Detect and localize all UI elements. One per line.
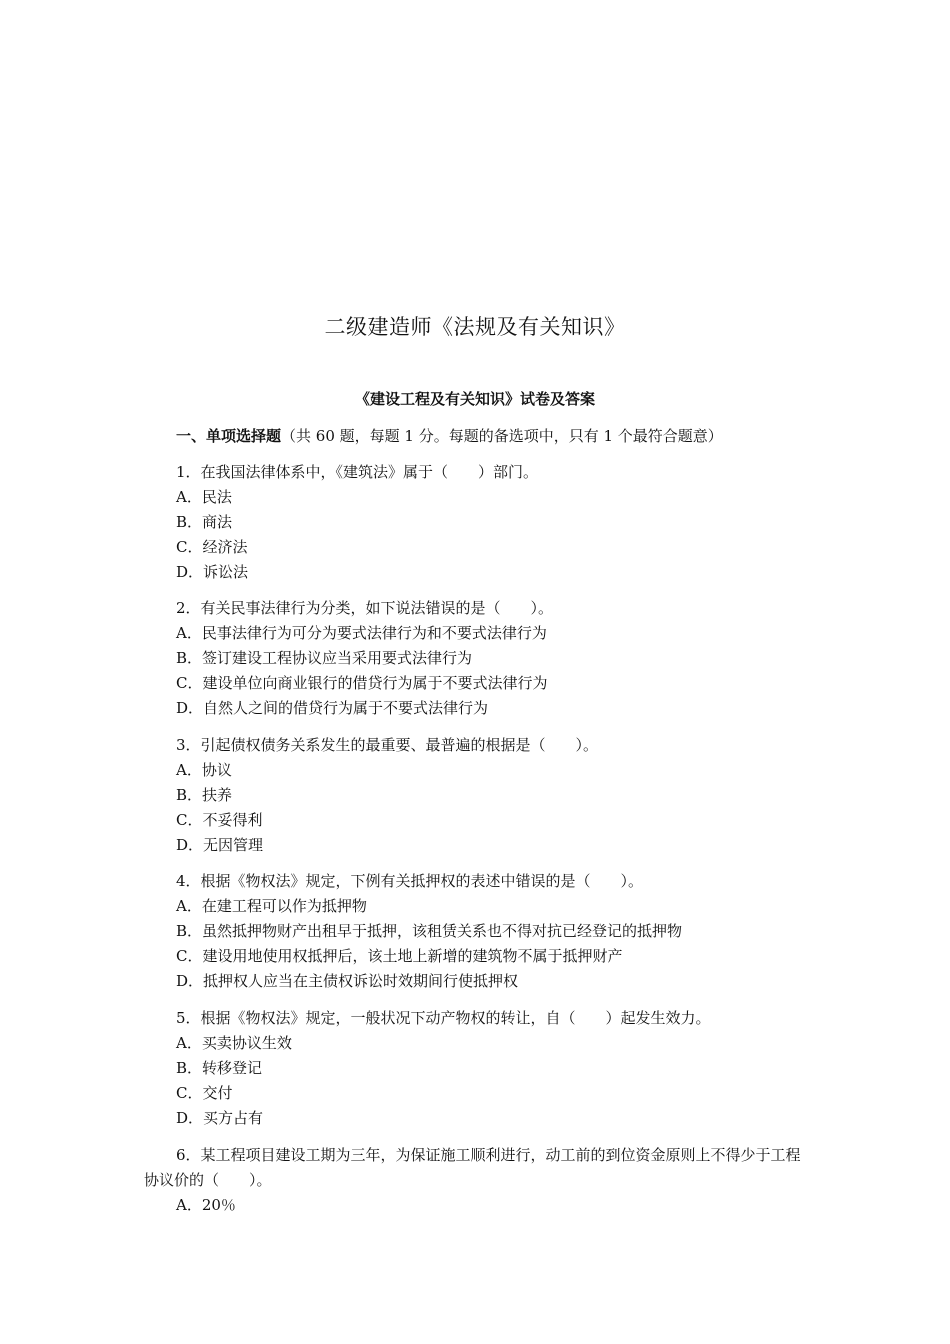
option-a: A．在建工程可以作为抵押物: [176, 897, 367, 915]
option-c: C．建设单位向商业银行的借贷行为属于不要式法律行为: [176, 674, 548, 692]
option-a: A．协议: [176, 761, 232, 779]
question-4: [176, 869, 682, 994]
option-c: C．交付: [176, 1084, 233, 1102]
option-b: B．商法: [176, 513, 233, 531]
option-a: A．买卖协议生效: [176, 1034, 292, 1052]
section-note: （共 60 题，每题 1 分。每题的备选项中，只有 1 个最符合题意）: [281, 427, 723, 445]
question-stem: 5．根据《物权法》规定，一般状况下动产物权的转让，自（ ）起发生效力。: [176, 1009, 711, 1027]
section-title: 一、单项选择题: [176, 427, 282, 445]
option-b: B．转移登记: [176, 1059, 263, 1077]
question-3: [176, 733, 598, 858]
question-stem: 2．有关民事法律行为分类，如下说法错误的是（ ）。: [176, 599, 554, 617]
question-stem: 1．在我国法律体系中，《建筑法》属于（ ）部门。: [176, 463, 539, 481]
option-d: D．无因管理: [176, 836, 264, 854]
option-d: D．诉讼法: [176, 563, 249, 581]
question-stem: 3．引起债权债务关系发生的最重要、最普遍的根据是（ ）。: [176, 736, 599, 754]
option-a: A．民法: [176, 488, 232, 506]
question-5: [176, 1006, 711, 1131]
option-b: B．扶养: [176, 786, 233, 804]
option-d: D．抵押权人应当在主债权诉讼时效期间行使抵押权: [176, 972, 519, 990]
option-a: A．民事法律行为可分为要式法律行为和不要式法律行为: [176, 624, 547, 642]
question-2: [176, 596, 553, 721]
exam-subtitle: 《建设工程及有关知识》试卷及答案: [354, 390, 595, 408]
page-title: 二级建造师《法规及有关知识》: [324, 315, 626, 339]
question-1: [176, 460, 538, 585]
question-6: [144, 1143, 814, 1218]
question-stem: 6．某工程项目建设工期为三年，为保证施工顺利进行，动工前的到位资金原则上不得少于工程协议价的（ ）。: [144, 1146, 801, 1189]
option-b: B．签订建设工程协议应当采用要式法律行为: [176, 649, 473, 667]
option-a: A．20％: [176, 1196, 236, 1214]
option-c: C．经济法: [176, 538, 248, 556]
question-stem: 4．根据《物权法》规定，下例有关抵押权的表述中错误的是（ ）。: [176, 872, 644, 890]
option-d: D．自然人之间的借贷行为属于不要式法律行为: [176, 699, 489, 717]
option-c: C．不妥得利: [176, 811, 263, 829]
option-d: D．买方占有: [176, 1109, 264, 1127]
section-heading: [176, 425, 723, 446]
option-c: C．建设用地使用权抵押后，该土地上新增的建筑物不属于抵押财产: [176, 947, 623, 965]
option-b: B．虽然抵押物财产出租早于抵押，该租赁关系也不得对抗已经登记的抵押物: [176, 922, 683, 940]
